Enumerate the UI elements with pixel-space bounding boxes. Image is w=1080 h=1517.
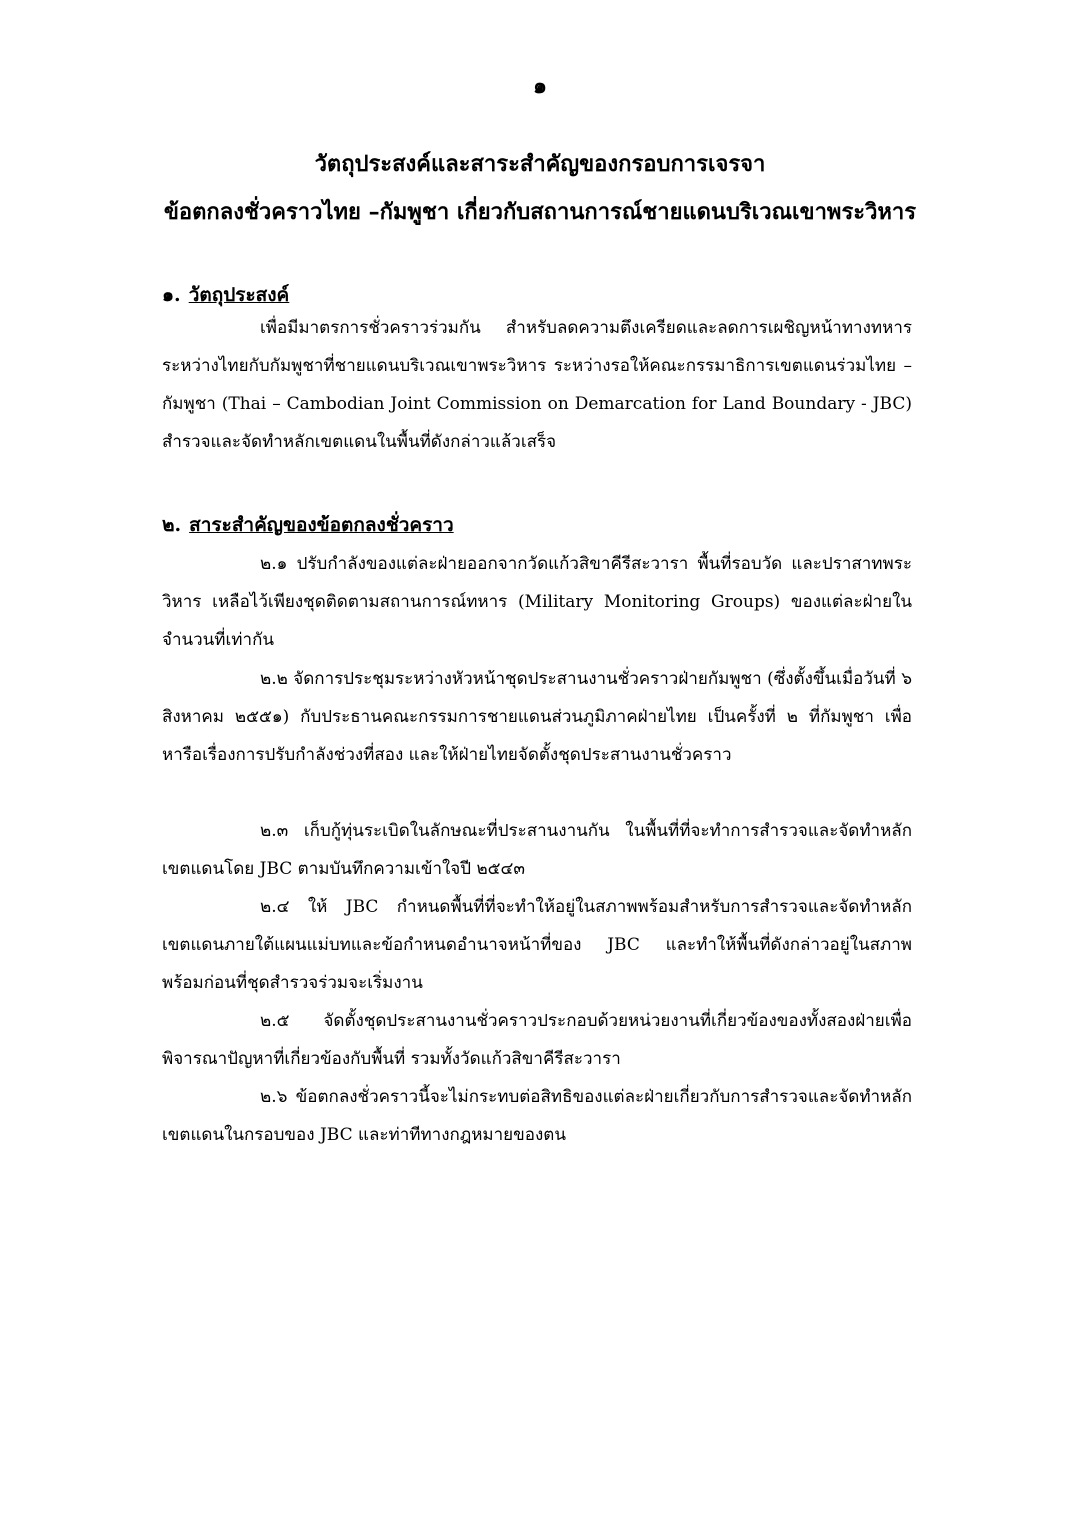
- document-title-line-2: ข้อตกลงชั่วคราวไทย –กัมพูชา เกี่ยวกับสถานการณ์ชายแดนบริเวณเขาพระวิหาร: [163, 199, 917, 225]
- section-1-label: วัตถุประสงค์: [188, 284, 290, 306]
- section-1-body: เพื่อมีมาตรการชั่วคราวร่วมกัน สำหรับลดความตึงเครียดและลดการเผชิญหน้าทางทหารระหว่างไทยกับกัมพูชาที่ชายแดนบริเวณเขาพระวิหาร ระหว่างรอให้คณะกรรมาธิการเขตแดนร่วมไทย – กัมพูชา (Thai – Cambodian Joint Commission on Demarcation for Land Boundary - JBC) สำรวจและจัดทำหลักเขตแดนในพื้นที่ดังกล่าวแล้วเสร็จ: [162, 318, 912, 452]
- section-2-heading: [162, 510, 454, 540]
- section-2-item-4: ๒.๔ ให้ JBC กำหนดพื้นที่ที่จะทำให้อยู่ในสภาพพร้อมสำหรับการสำรวจและจัดทำหลักเขตแดนภายใต้แผนแม่บทและข้อกำหนดอำนาจหน้าที่ของ JBC และทำให้พื้นที่ดังกล่าวอยู่ในสภาพพร้อมก่อนที่ชุดสำรวจร่วมจะเริ่มงาน: [162, 897, 912, 993]
- page-number: ๑: [533, 73, 547, 99]
- section-1-heading: [162, 280, 289, 310]
- document-title-line-1: วัตถุประสงค์และสาระสำคัญของกรอบการเจรจา: [314, 151, 766, 177]
- section-2-label: สาระสำคัญของข้อตกลงชั่วคราว: [189, 514, 454, 536]
- section-2-item-1: ๒.๑ ปรับกำลังของแต่ละฝ่ายออกจากวัดแก้วสิขาคีรีสะวารา พื้นที่รอบวัด และปราสาทพระวิหาร เหลือไว้เพียงชุดติดตามสถานการณ์ทหาร (Military Monitoring Groups) ของแต่ละฝ่ายในจำนวนที่เท่ากัน: [162, 554, 912, 650]
- section-2-item-6: ๒.๖ ข้อตกลงชั่วคราวนี้จะไม่กระทบต่อสิทธิของแต่ละฝ่ายเกี่ยวกับการสำรวจและจัดทำหลักเขตแดนในกรอบของ JBC และท่าทีทางกฎหมายของตน: [162, 1087, 912, 1145]
- section-2-number: ๒.: [162, 514, 182, 536]
- section-2-item-3: ๒.๓ เก็บกู้ทุ่นระเบิดในลักษณะที่ประสานงานกัน ในพื้นที่ที่จะทำการสำรวจและจัดทำหลักเขตแดนโดย JBC ตามบันทึกความเข้าใจปี ๒๕๔๓: [162, 821, 912, 879]
- section-2-item-2: ๒.๒ จัดการประชุมระหว่างหัวหน้าชุดประสานงานชั่วคราวฝ่ายกัมพูชา (ซึ่งตั้งขึ้นเมื่อวันที่ ๖ สิงหาคม ๒๕๕๑) กับประธานคณะกรรมการชายแดนส่วนภูมิภาคฝ่ายไทย เป็นครั้งที่ ๒ ที่กัมพูชา เพื่อหารือเรื่องการปรับกำลังช่วงที่สอง และให้ฝ่ายไทยจัดตั้งชุดประสานงานชั่วคราว: [162, 669, 912, 765]
- section-2-item-5: ๒.๕ จัดตั้งชุดประสานงานชั่วคราวประกอบด้วยหน่วยงานที่เกี่ยวข้องของทั้งสองฝ่ายเพื่อพิจารณาปัญหาที่เกี่ยวข้องกับพื้นที่ รวมทั้งวัดแก้วสิขาคีรีสะวารา: [162, 1011, 912, 1069]
- section-1-number: ๑.: [162, 284, 181, 306]
